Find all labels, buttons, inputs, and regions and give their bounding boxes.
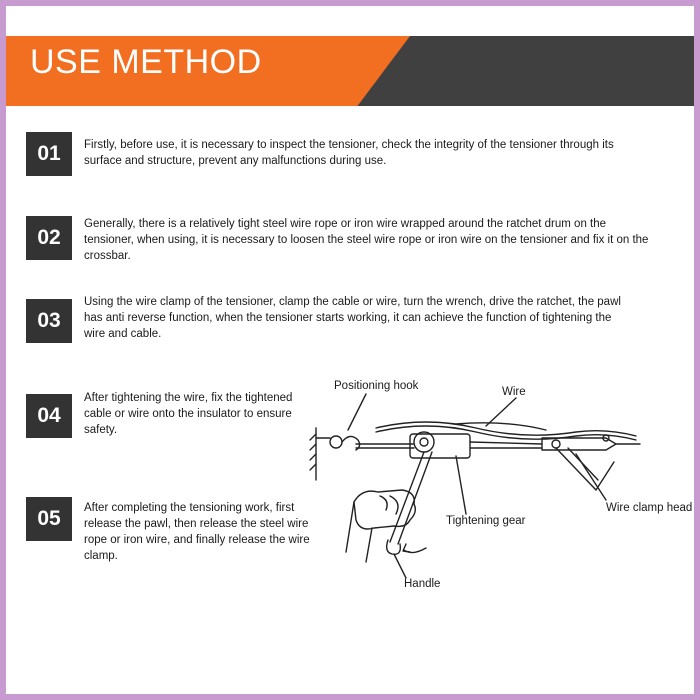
step-number-03: 03 (26, 299, 72, 343)
label-wire: Wire (502, 386, 526, 398)
step-number-05: 05 (26, 497, 72, 541)
step-number-01: 01 (26, 132, 72, 176)
step-number-04: 04 (26, 394, 72, 438)
page (6, 6, 694, 694)
step-number-02: 02 (26, 216, 72, 260)
step-text-01: Firstly, before use, it is necessary to inspect the tensioner, check the integrity of the tensioner through its surface and structure, prevent any malfunctions during use. (84, 139, 614, 167)
step-text-03: Using the wire clamp of the tensioner, clamp the cable or wire, turn the wrench, drive the ratchet, the pawl has anti reverse function, when the tensioner starts working, it can achieve the function of tightening the wire and cable. (84, 296, 621, 340)
step-text-04: After tightening the wire, fix the tightened cable or wire onto the insulator to ensure safety. (84, 392, 293, 436)
label-wire-clamp-head: Wire clamp head (606, 502, 693, 514)
step-text-02: Generally, there is a relatively tight steel wire rope or iron wire wrapped around the ratchet drum on the tensioner, when using, it is necessary to loosen the steel wire rope or iron wire on the tensioner and fix it on the crossbar. (84, 218, 649, 262)
label-handle: Handle (404, 578, 441, 590)
label-tightening-gear: Tightening gear (446, 515, 526, 527)
page-title: USE METHOD (30, 43, 262, 81)
tensioner-diagram (306, 372, 694, 612)
label-positioning-hook: Positioning hook (334, 380, 419, 392)
step-text-05: After completing the tensioning work, first release the pawl, then release the steel wire rope or iron wire, and finally release the wire clamp. (84, 502, 310, 562)
tensioner-illustration (306, 372, 694, 612)
